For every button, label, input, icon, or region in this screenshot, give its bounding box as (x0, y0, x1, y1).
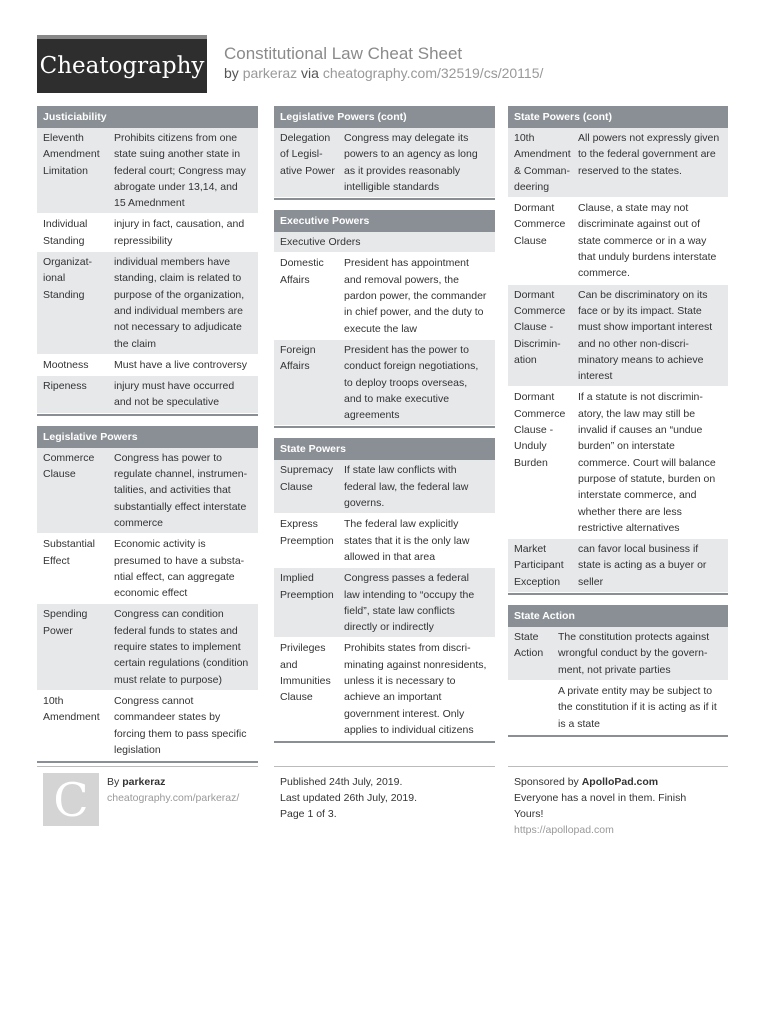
updated-date: Last updated 26th July, 2019. (280, 792, 417, 804)
table-row (508, 198, 728, 284)
footer-author (107, 774, 239, 806)
table-row (508, 128, 728, 198)
table-row (37, 691, 258, 761)
definition-cell: Prohibits citizens from one state suing another state in federal court; Congress may abrogate under 13,14, and 15 Amednment (114, 132, 246, 210)
term-cell: Individual Standing (43, 218, 88, 247)
table-row (508, 285, 728, 388)
table-row (37, 376, 258, 414)
term-cell: Implied Preemption (280, 572, 334, 601)
section-state-powers (274, 438, 495, 743)
definition-cell: Congress passes a federal law intending to “occupy the field”, state law conflicts directly or indirectly (344, 572, 475, 634)
definition-cell: Congress has power to regulate channel, instrumentalities, and activities that substantially effect interstate commerce (114, 451, 248, 529)
definition-cell: Clause, a state may not discriminate against out of state commerce or in a way that unduly burdens interstate commerce. (578, 202, 717, 280)
column-1 (37, 106, 258, 773)
table-row (274, 128, 495, 198)
sheet-url-link[interactable]: cheatography.com/32519/cs/20115/ (322, 65, 544, 81)
term-cell: Commerce Clause (43, 451, 95, 481)
table-row (274, 514, 495, 568)
definition-cell: Congress can condition federal funds to states and require states to implement certain regulations (condition must relate to purpose) (114, 608, 249, 686)
term-cell: Dormant Commerce Clause - Unduly Burden (514, 391, 566, 469)
table-row (274, 232, 495, 253)
footer-divider (508, 766, 728, 767)
definition-cell: President has appointment and removal powers, the pardon power, the commander in chief power, and the duty to execute the law (344, 257, 487, 335)
cheatography-logo[interactable]: Cheatography (37, 35, 207, 93)
term-cell: Domestic Affairs (280, 257, 324, 286)
footer-divider (37, 766, 258, 767)
term-cell: Market Participant Exception (514, 543, 564, 588)
definition-cell: injury in fact, causation, and repressibility (114, 218, 245, 247)
footer-by: By (107, 776, 120, 788)
sponsor-line: Everyone has a novel in them. Finish Yours! (514, 792, 687, 820)
page-number: Page 1 of 3. (280, 808, 337, 820)
term-cell: Ripeness (43, 380, 87, 393)
page-title: Constitutional Law Cheat Sheet (224, 44, 463, 63)
column-2 (274, 106, 495, 753)
table-row (37, 128, 258, 214)
definition-cell: All powers not expressly given to the federal government are reserved to the states. (578, 132, 720, 177)
definition-cell: Congress cannot commandeer states by forcing them to pass specific legislation (114, 694, 247, 756)
table-row (274, 460, 495, 514)
section-subheading: Executive Orders (280, 236, 361, 249)
section-heading: Executive Powers (274, 210, 495, 232)
byline-via: via (301, 65, 319, 81)
footer-sponsor (514, 774, 714, 838)
definition-cell: individual members have standing, claim is related to purpose of the organization, and individual members are not necessary to adjudicate the claim (114, 256, 245, 350)
term-cell: Delegation of Legislative Power (280, 132, 335, 177)
definition-cell: Can be discriminatory on its face or by its impact. State must show important interest and no other non-discriminatory means to achieve interest (578, 288, 713, 383)
definition-cell: Must have a live controversy (114, 358, 248, 371)
term-cell: Organizational Standing (43, 256, 93, 301)
section-state-action (508, 605, 728, 737)
byline (224, 65, 543, 81)
definition-cell: If a statute is not discriminatory, the law may still be invalid if causes an “undue burden” on interstate commerce. Court will balance purpose of statute, burden on interstate commerce, and whether there are less restrictive alternatives (578, 391, 716, 534)
term-cell: Dormant Commerce Clause - Discrimination (514, 288, 566, 366)
term-cell: Spending Power (43, 608, 88, 637)
footer-author-url[interactable]: cheatography.com/parkeraz/ (107, 792, 240, 804)
definition-cell: can favor local business if state is acting as a buyer or seller (578, 543, 707, 588)
term-cell (508, 683, 558, 732)
table-row (274, 340, 495, 426)
section-state-powers-cont (508, 106, 728, 595)
term-cell: State Action (514, 631, 544, 660)
table-row (37, 448, 258, 534)
sponsor-name[interactable]: ApolloPad.com (581, 776, 659, 788)
byline-by: by (224, 65, 239, 81)
section-executive-powers (274, 210, 495, 428)
term-cell: Foreign Affairs (280, 343, 316, 373)
definition-cell: The federal law explicitly states that it is the only law allowed in that area (344, 518, 470, 563)
definition-cell: President has the power to conduct foreign negotiations, to deploy troops overseas, and to make executive agreements (344, 343, 479, 422)
table-row (508, 387, 728, 539)
column-3 (508, 106, 728, 747)
term-cell: Substantial Effect (43, 538, 95, 567)
section-legislative-powers-cont (274, 106, 495, 200)
table-row (274, 253, 495, 339)
footer-dates (280, 774, 417, 822)
section-heading: Legislative Powers (37, 426, 258, 448)
term-cell: Eleventh Amendment Limitation (43, 132, 100, 177)
sponsor-url[interactable]: https://apollopad.com (514, 824, 614, 836)
table-row (508, 539, 728, 593)
definition-cell: Prohibits states from discriminating against nonresidents, unless it is necessary to achieve an important government interest. Only applies to individual citizens (344, 642, 487, 736)
author-avatar[interactable]: C (43, 773, 99, 826)
section-heading: Legislative Powers (cont) (274, 106, 495, 128)
definition-cell: injury must have occurred and not be speculative (114, 380, 235, 409)
table-row (37, 604, 258, 690)
section-heading: State Powers (cont) (508, 106, 728, 128)
section-legislative-powers (37, 426, 258, 763)
author-link[interactable]: parkeraz (242, 65, 298, 81)
sponsored-by: Sponsored by (514, 776, 579, 788)
table-row (37, 534, 258, 604)
definition-cell: Economic activity is presumed to have a substantial effect, can aggregate economic effect (114, 538, 245, 600)
term-cell: Supremacy Clause (280, 464, 334, 493)
footer-author-name[interactable]: parkeraz (122, 776, 166, 788)
term-cell: Dormant Commerce Clause (514, 202, 566, 247)
definition-cell: A private entity may be subject to the constitution if it is acting as if it is a state (558, 684, 717, 730)
table-row (37, 214, 258, 252)
section-justiciability (37, 106, 258, 416)
section-heading: Justiciability (37, 106, 258, 128)
table-row (274, 568, 495, 638)
table-row (37, 355, 258, 376)
definition-cell: If state law conflicts with federal law, the federal law governs. (344, 464, 469, 510)
term-cell: 10th Amendment & Commandeering (514, 132, 571, 193)
term-cell: Express Preemption (280, 518, 334, 547)
section-heading: State Powers (274, 438, 495, 460)
table-row (274, 638, 495, 741)
definition-cell: The constitution protects against wrongful conduct by the government, not private parties (558, 631, 710, 676)
section-heading: State Action (508, 605, 728, 627)
term-cell: Mootness (43, 358, 89, 371)
term-cell: Privileges and Immunities Clause (280, 642, 331, 704)
definition-cell: Congress may delegate its powers to an agency as long as it provides reasonably intelligible standards (344, 132, 478, 193)
term-cell: 10th Amendment (43, 694, 100, 724)
table-row (508, 627, 728, 681)
table-row (37, 252, 258, 355)
published-date: Published 24th July, 2019. (280, 776, 403, 788)
footer-divider (274, 766, 495, 767)
table-row (508, 681, 728, 735)
